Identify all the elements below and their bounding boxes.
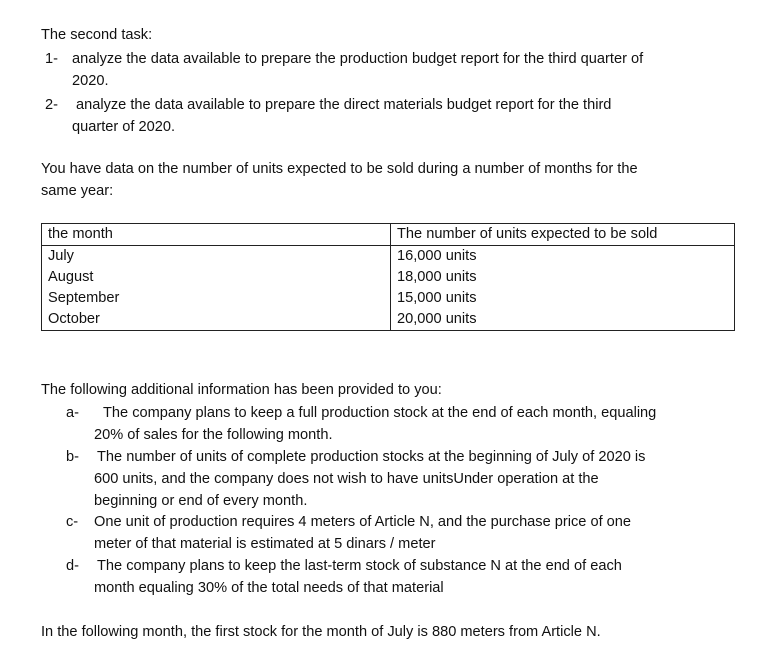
closing-paragraph: In the following month, the first stock for the month of July is 880 meters from Article N. <box>41 624 601 640</box>
additional-item-text: meter of that material is estimated at 5 dinars / meter <box>94 536 436 552</box>
additional-item-marker: a- <box>66 405 79 421</box>
additional-item-text: 600 units, and the company does not wish to have unitsUnder operation at the <box>94 471 599 487</box>
table-row <box>42 246 735 268</box>
task-item-text: analyze the data available to prepare the direct materials budget report for the third <box>76 97 612 113</box>
table-cell-units: 16,000 units <box>391 246 735 268</box>
additional-item-marker: d- <box>66 558 79 574</box>
table-header-month: the month <box>42 224 391 246</box>
table-row <box>42 267 735 288</box>
table-row <box>42 309 735 331</box>
additional-item-text: One unit of production requires 4 meters of Article N, and the purchase price of one <box>94 514 632 530</box>
intro-paragraph-line: You have data on the number of units expected to be sold during a number of months for the <box>41 161 638 177</box>
task-title: The second task: <box>41 27 153 43</box>
table-cell-month: October <box>42 309 391 331</box>
intro-paragraph-line: same year: <box>41 183 114 199</box>
task-item-text-continued: 2020. <box>72 73 109 89</box>
table-header-units: The number of units expected to be sold <box>391 224 735 246</box>
units-sales-table <box>41 223 735 331</box>
additional-item-text: The company plans to keep a full production stock at the end of each month, equaling <box>103 405 657 421</box>
table-cell-units: 15,000 units <box>391 288 735 309</box>
task-item-text-continued: quarter of 2020. <box>72 119 176 135</box>
additional-item-text: The number of units of complete production stocks at the beginning of July of 2020 is <box>97 449 646 465</box>
additional-item-text: beginning or end of every month. <box>94 493 308 509</box>
table-cell-month: September <box>42 288 391 309</box>
table-cell-units: 18,000 units <box>391 267 735 288</box>
task-item-marker: 1- <box>45 51 58 67</box>
table-row <box>42 288 735 309</box>
task-item-marker: 2- <box>45 97 58 113</box>
additional-item-text: The company plans to keep the last-term stock of substance N at the end of each <box>97 558 622 574</box>
additional-item-marker: b- <box>66 449 79 465</box>
additional-item-marker: c- <box>66 514 79 530</box>
task-item-text: analyze the data available to prepare the production budget report for the third quarter of <box>72 51 644 67</box>
table-cell-units: 20,000 units <box>391 309 735 331</box>
additional-item-text: month equaling 30% of the total needs of that material <box>94 580 444 596</box>
table-cell-month: August <box>42 267 391 288</box>
table-cell-month: July <box>42 246 391 268</box>
additional-info-title: The following additional information has been provided to you: <box>41 382 442 398</box>
table-header-row <box>42 224 735 246</box>
additional-item-text: 20% of sales for the following month. <box>94 427 333 443</box>
